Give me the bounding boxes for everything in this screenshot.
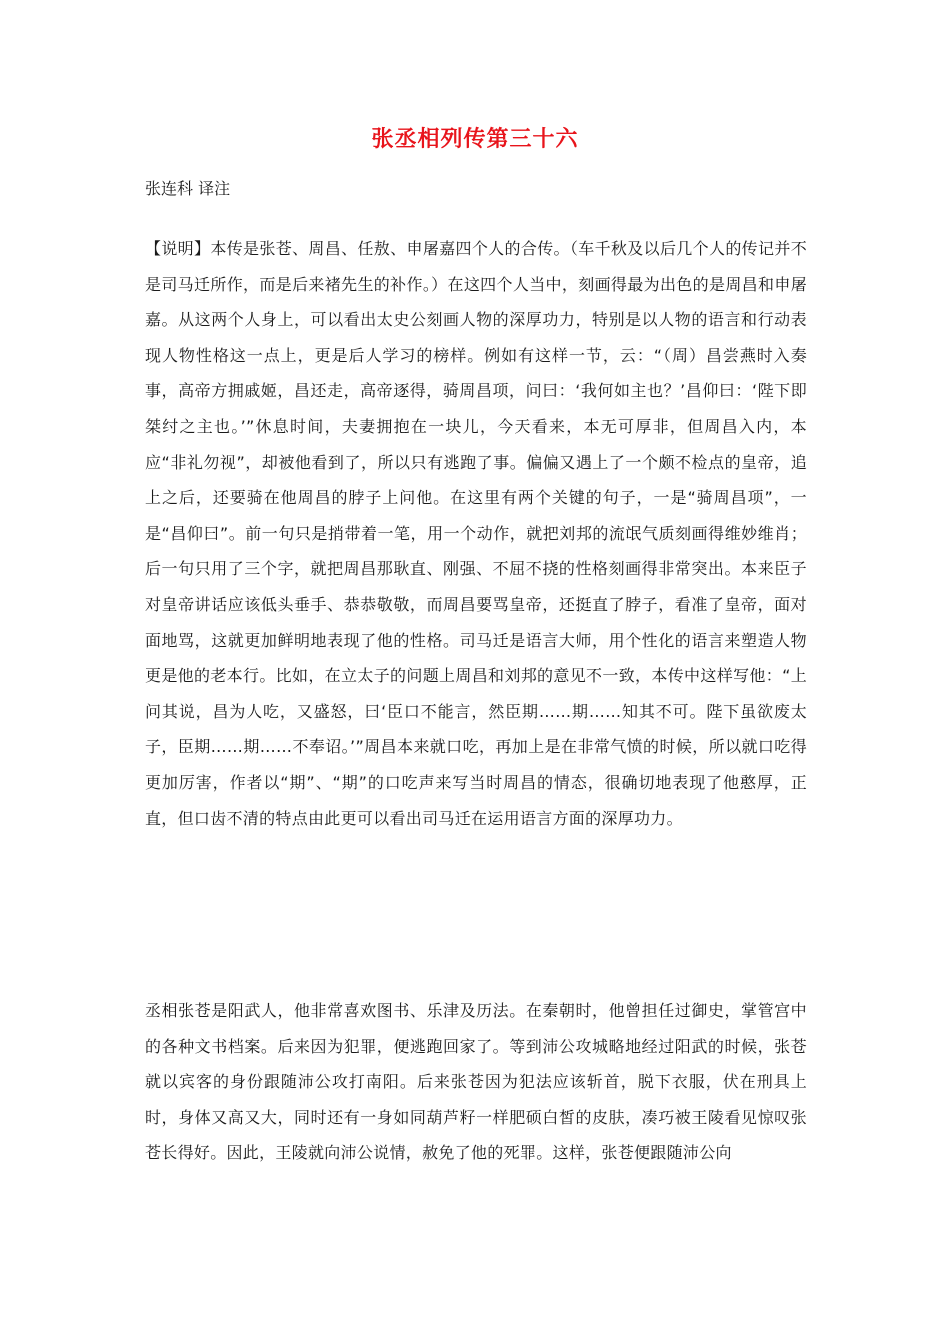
author-line: 张连科 译注 [145, 179, 231, 198]
paragraph-intro: 【说明】本传是张苍、周昌、任敖、申屠嘉四个人的合传。（车千秋及以后几个人的传记并不是司马迁所作，而是后来褚先生的补作。）在这四个人当中，刻画得最为出色的是周昌和申屠嘉。从这两个人身上，可以看出太史公刻画人物的深厚功力，特别是以人物的语言和行动表现人物性格这一点上，更是后人学习的榜样。例如有这样一节，云：“（周）昌尝燕时入奏事，高帝方拥戚姬，昌还走，高帝逐得，骑周昌项，问曰：‘我何如主也？’昌仰曰：‘陛下即桀纣之主也。’”休息时间，夫妻拥抱在一块儿，今天看来，本无可厚非，但周昌入内，本应“非礼勿视”，却被他看到了，所以只有逃跑了事。偏偏又遇上了一个颇不检点的皇帝，追上之后，还要骑在他周昌的脖子上问他。在这里有两个关键的句子，一是“骑周昌项”，一是“昌仰曰”。前一句只是捎带着一笔，用一个动作，就把刘邦的流氓气质刻画得维妙维肖；后一句只用了三个字，就把周昌那耿直、刚强、不屈不挠的性格刻画得非常突出。本来臣子对皇帝讲话应该低头垂手、恭恭敬敬，而周昌要骂皇帝，还挺直了脖子，看准了皇帝，面对面地骂，这就更加鲜明地表现了他的性格。司马迁是语言大师，用个性化的语言来塑造人物更是他的老本行。比如，在立太子的问题上周昌和刘邦的意见不一致，本传中这样写他：“上问其说，昌为人吃，又盛怒，曰‘臣口不能言，然臣期……期……知其不可。陛下虽欲废太子，臣期……期……不奉诏。’”周昌本来就口吃，再加上是在非常气愤的时候，所以就口吃得更加厉害，作者以“期”、“期”的口吃声来写当时周昌的情态，很确切地表现了他憨厚，正直，但口齿不清的特点由此更可以看出司马迁在运用语言方面的深厚功力。 [145, 239, 807, 828]
document-title: 张丞相列传第三十六 [371, 127, 579, 152]
paragraph-body: 丞相张苍是阳武人，他非常喜欢图书、乐津及历法。在秦朝时，他曾担任过御史，掌管宫中的各种文书档案。后来因为犯罪，便逃跑回家了。等到沛公攻城略地经过阳武的时候，张苍就以宾客的身份跟随沛公攻打南阳。后来张苍因为犯法应该斩首，脱下衣服，伏在刑具上时，身体又高又大，同时还有一身如同葫芦籽一样肥硕白皙的皮肤，凑巧被王陵看见惊叹张苍长得好。因此，王陵就向沛公说情，赦免了他的死罪。这样，张苍便跟随沛公向 [145, 1001, 807, 1163]
